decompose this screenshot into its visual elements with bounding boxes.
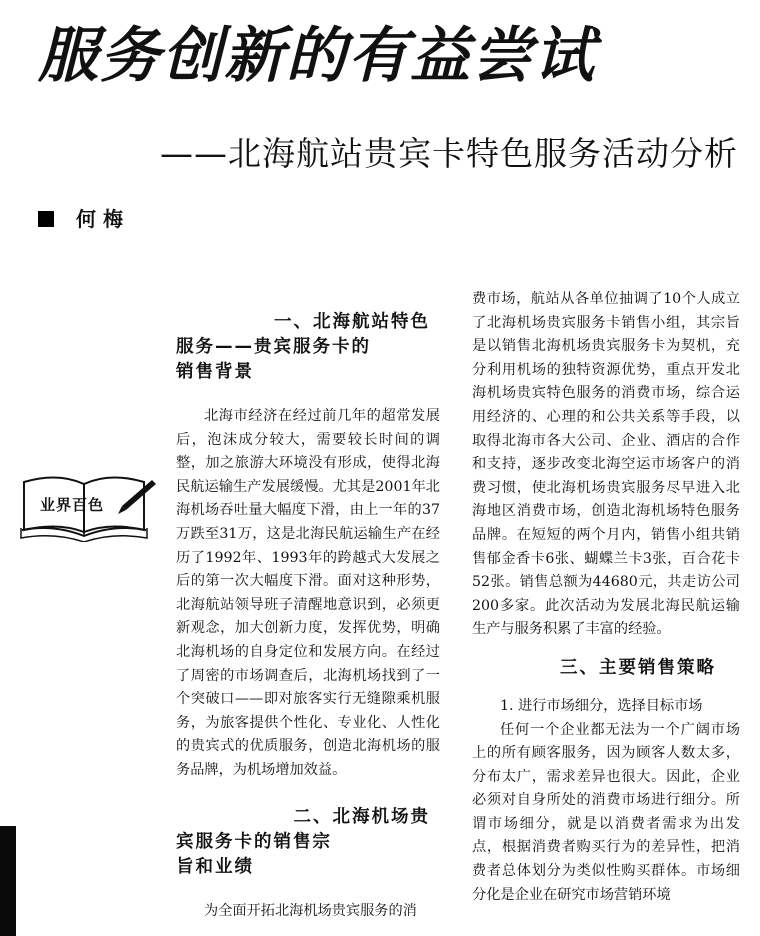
section-heading-1-line-3: 销售背景 [176, 362, 254, 382]
left-column [176, 310, 440, 923]
section-heading-1 [176, 310, 440, 385]
right-column [472, 288, 740, 907]
author-line [38, 204, 123, 234]
section-1-paragraph: 北海市经济在经过前几年的超常发展后，泡沫成分较大，需要较长时间的调整，加之旅游大环境没有形成，使得北海民航运输生产发展缓慢。尤其是2001年北海机场吞吐量大幅度下滑，由上一年的37万跌至31万，这是北海民航运输生产在经历了1992年、1993年的跨越式大发展之后的第一次大幅度下滑。面对这种形势，北海航站领导班子清醒地意识到，必须更新观念，加大创新力度，发挥优势，明确北海机场的自身定位和发展方向。在经过了周密的市场调查后，北海机场找到了一个突破口——即对旅客实行无缝隙乘机服务，为旅客提供个性化、专业化、人性化的贵宾式的优质服务，创造北海机场的服务品牌，为机场增加效益。 [176, 408, 440, 778]
section-heading-2-line-2: 宾服务卡的销售宗 [176, 831, 332, 852]
section-heading-3: 三、主要销售策略 [560, 657, 716, 678]
author-bullet-icon [38, 211, 54, 227]
section-2-paragraph-continued: 费市场，航站从各单位抽调了10个人成立了北海机场贵宾服务卡销售小组，其宗旨是以销售北海机场贵宾服务卡为契机，充分利用机场的独特资源优势，重点开发北海机场贵宾特色服务的消费市场，综合运用经济的、心理的和公共关系等手段，以取得北海市各大公司、企业、酒店的合作和支持，逐步改变北海空运市场客户的消费习惯，使北海机场贵宾服务尽早进入北海地区消费市场，创造北海机场特色服务品牌。在短短的两个月内，销售小组共销售郁金香卡6张、蝴蝶兰卡3张，百合花卡52张。销售总额为44680元，共走访公司200多家。此次活动为发展北海民航运输生产与服务积累了丰富的经验。 [472, 291, 740, 638]
author-name: 何 梅 [76, 207, 123, 231]
page-edge-bar [0, 826, 16, 936]
section-heading-2 [176, 805, 440, 880]
section-heading-1-line-1: 一、北海航站特色 [274, 312, 430, 332]
section-3-paragraph: 任何一个企业都无法为一个广阔市场上的所有顾客服务，因为顾客人数太多，分布太广，需求差异也很大。因此，企业必须对自身所处的消费市场进行细分。所谓市场细分，就是以消费者需求为出发点，根据消费者购买行为的差异性，把消费者总体划分为类似性购买群体。市场细分化是企业在研究市场营销环境 [472, 721, 740, 903]
section-heading-1-line-2: 服务——贵宾服务卡的 [176, 337, 371, 357]
section-heading-2-line-3: 旨和业绩 [176, 856, 254, 877]
article-subtitle: ——北海航站贵宾卡特色服务活动分析 [160, 134, 738, 173]
section-heading-2-line-1: 二、北海机场贵 [293, 806, 430, 827]
column-emblem [18, 468, 158, 546]
article-title: 服务创新的有益尝试 [38, 21, 596, 91]
section-3-subheading: 1. 进行市场细分，选择目标市场 [500, 697, 703, 714]
emblem-label: 业界百色 [40, 496, 105, 514]
section-2-paragraph-start: 为全面开拓北海机场贵宾服务的消 [204, 902, 417, 919]
